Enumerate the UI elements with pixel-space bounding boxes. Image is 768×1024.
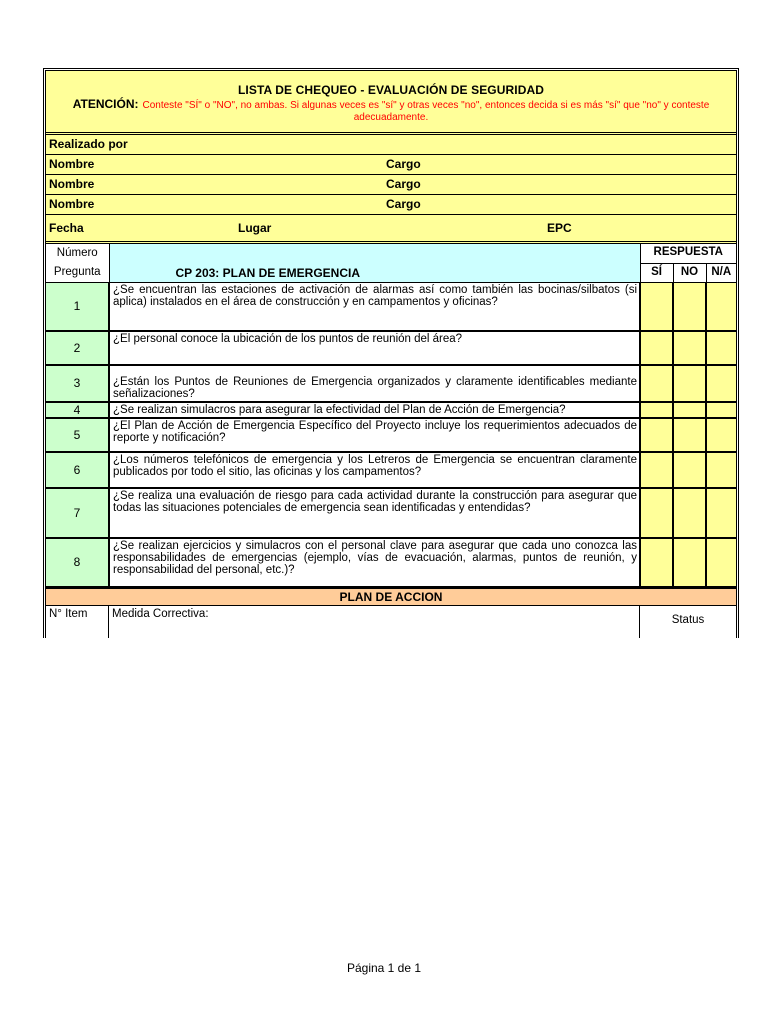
attention-text: Conteste "SÍ" o "NO", no ambas. Si algunas veces es "sí" y otras veces "no", entonces decida si es más "sí" que "no" y conteste adecuadamente. [142, 100, 710, 123]
si-header: SÍ [640, 264, 673, 283]
form-title: LISTA DE CHEQUEO - EVALUACIÓN DE SEGURIDAD [238, 83, 544, 97]
question-text: ¿El personal conoce la ubicación de los puntos de reunión del área? [109, 331, 640, 365]
answer-no-cell[interactable] [673, 538, 706, 587]
answer-si-cell[interactable] [640, 283, 673, 331]
answer-no-cell[interactable] [673, 365, 706, 402]
answer-na-cell[interactable] [706, 488, 736, 538]
attention-label: ATENCIÓN: [72, 97, 139, 111]
fecha-row[interactable] [46, 215, 736, 244]
question-number: 4 [46, 402, 109, 418]
answer-si-cell[interactable] [640, 402, 673, 418]
answer-no-cell[interactable] [673, 452, 706, 488]
question-number: 1 [46, 283, 109, 331]
status-header: Status [671, 613, 705, 626]
nombre-row-1[interactable] [46, 155, 736, 175]
lugar-label: Lugar [238, 221, 272, 235]
page-footer: Página 1 de 1 [346, 961, 422, 975]
cargo-label: Cargo [386, 157, 421, 171]
num-header [46, 244, 109, 283]
na-header: N/A [706, 264, 736, 283]
answer-no-cell[interactable] [673, 402, 706, 418]
answer-na-cell[interactable] [706, 418, 736, 452]
questions-table [46, 244, 736, 588]
nombre-row-2[interactable] [46, 175, 736, 195]
nombre-label: Nombre [49, 157, 95, 171]
answer-no-cell[interactable] [673, 331, 706, 365]
answer-si-cell[interactable] [640, 452, 673, 488]
answer-si-cell[interactable] [640, 331, 673, 365]
action-plan-header [46, 605, 736, 638]
cargo-label: Cargo [386, 177, 421, 191]
epc-label: EPC [547, 221, 572, 235]
question-number: 2 [46, 331, 109, 365]
question-text: ¿Se encuentran las estaciones de activación de alarmas así como también las bocinas/silbatos (si aplica) instalados en el área de construcción y en campamentos y oficinas? [109, 283, 640, 331]
corrective-measure-field[interactable]: Medida Correctiva: [109, 606, 640, 638]
question-row [46, 418, 736, 452]
question-text: ¿Se realiza una evaluación de riesgo para cada actividad durante la construcción para asegurar que todas las situaciones potenciales de emergencia sean identificadas y entendidas? [109, 488, 640, 538]
question-row [46, 331, 736, 365]
answer-si-cell[interactable] [640, 538, 673, 587]
question-text: ¿Se realizan ejercicios y simulacros con el personal clave para asegurar que cada uno conozca las responsabilidades de emergencias (ejemplo, vías de evacuación, alarmas, puntos de reunión, y responsabilidad del personal, etc.)? [109, 538, 640, 587]
answer-na-cell[interactable] [706, 452, 736, 488]
cargo-label: Cargo [386, 197, 421, 211]
question-number: 7 [46, 488, 109, 538]
question-row [46, 452, 736, 488]
question-number: 8 [46, 538, 109, 587]
form-header [46, 71, 736, 135]
question-row [46, 402, 736, 418]
question-row [46, 365, 736, 402]
fecha-label: Fecha [49, 221, 84, 235]
answer-na-cell[interactable] [706, 402, 736, 418]
nombre-label: Nombre [49, 177, 95, 191]
num-header-1: Número [56, 247, 98, 259]
question-number: 3 [46, 365, 109, 402]
checklist-sheet [43, 68, 739, 638]
question-row [46, 488, 736, 538]
answer-na-cell[interactable] [706, 331, 736, 365]
nombre-label: Nombre [49, 197, 95, 211]
question-text: ¿El Plan de Acción de Emergencia Específico del Proyecto incluye los requerimientos adecuados de reporte y notificación? [109, 418, 640, 452]
answer-si-cell[interactable] [640, 365, 673, 402]
answer-no-cell[interactable] [673, 283, 706, 331]
answer-na-cell[interactable] [706, 283, 736, 331]
nombre-row-3[interactable] [46, 195, 736, 215]
question-text: ¿Los números telefónicos de emergencia y los Letreros de Emergencia se encuentran claramente publicados por todo el sitio, las oficinas y los campamentos? [109, 452, 640, 488]
answer-na-cell[interactable] [706, 365, 736, 402]
attention-note [46, 98, 736, 124]
answer-si-cell[interactable] [640, 418, 673, 452]
no-header: NO [673, 264, 706, 283]
respuesta-header: RESPUESTA [640, 244, 736, 264]
question-text: ¿Se realizan simulacros para asegurar la efectividad del Plan de Acción de Emergencia? [109, 402, 640, 418]
question-row [46, 538, 736, 587]
realizado-row [46, 135, 736, 155]
section-title: CP 203: PLAN DE EMERGENCIA [109, 244, 640, 283]
question-number: 5 [46, 418, 109, 452]
answer-si-cell[interactable] [640, 488, 673, 538]
realizado-label: Realizado por [49, 137, 128, 151]
answer-no-cell[interactable] [673, 488, 706, 538]
num-header-2: Pregunta [53, 266, 101, 278]
question-text: ¿Están los Puntos de Reuniones de Emergencia organizados y claramente identificables mediante señalizaciones? [109, 365, 640, 402]
question-number: 6 [46, 452, 109, 488]
answer-na-cell[interactable] [706, 538, 736, 587]
plan-de-accion-title: PLAN DE ACCION [46, 588, 736, 605]
item-number-header: N° Item [46, 606, 109, 638]
question-row [46, 283, 736, 331]
answer-no-cell[interactable] [673, 418, 706, 452]
